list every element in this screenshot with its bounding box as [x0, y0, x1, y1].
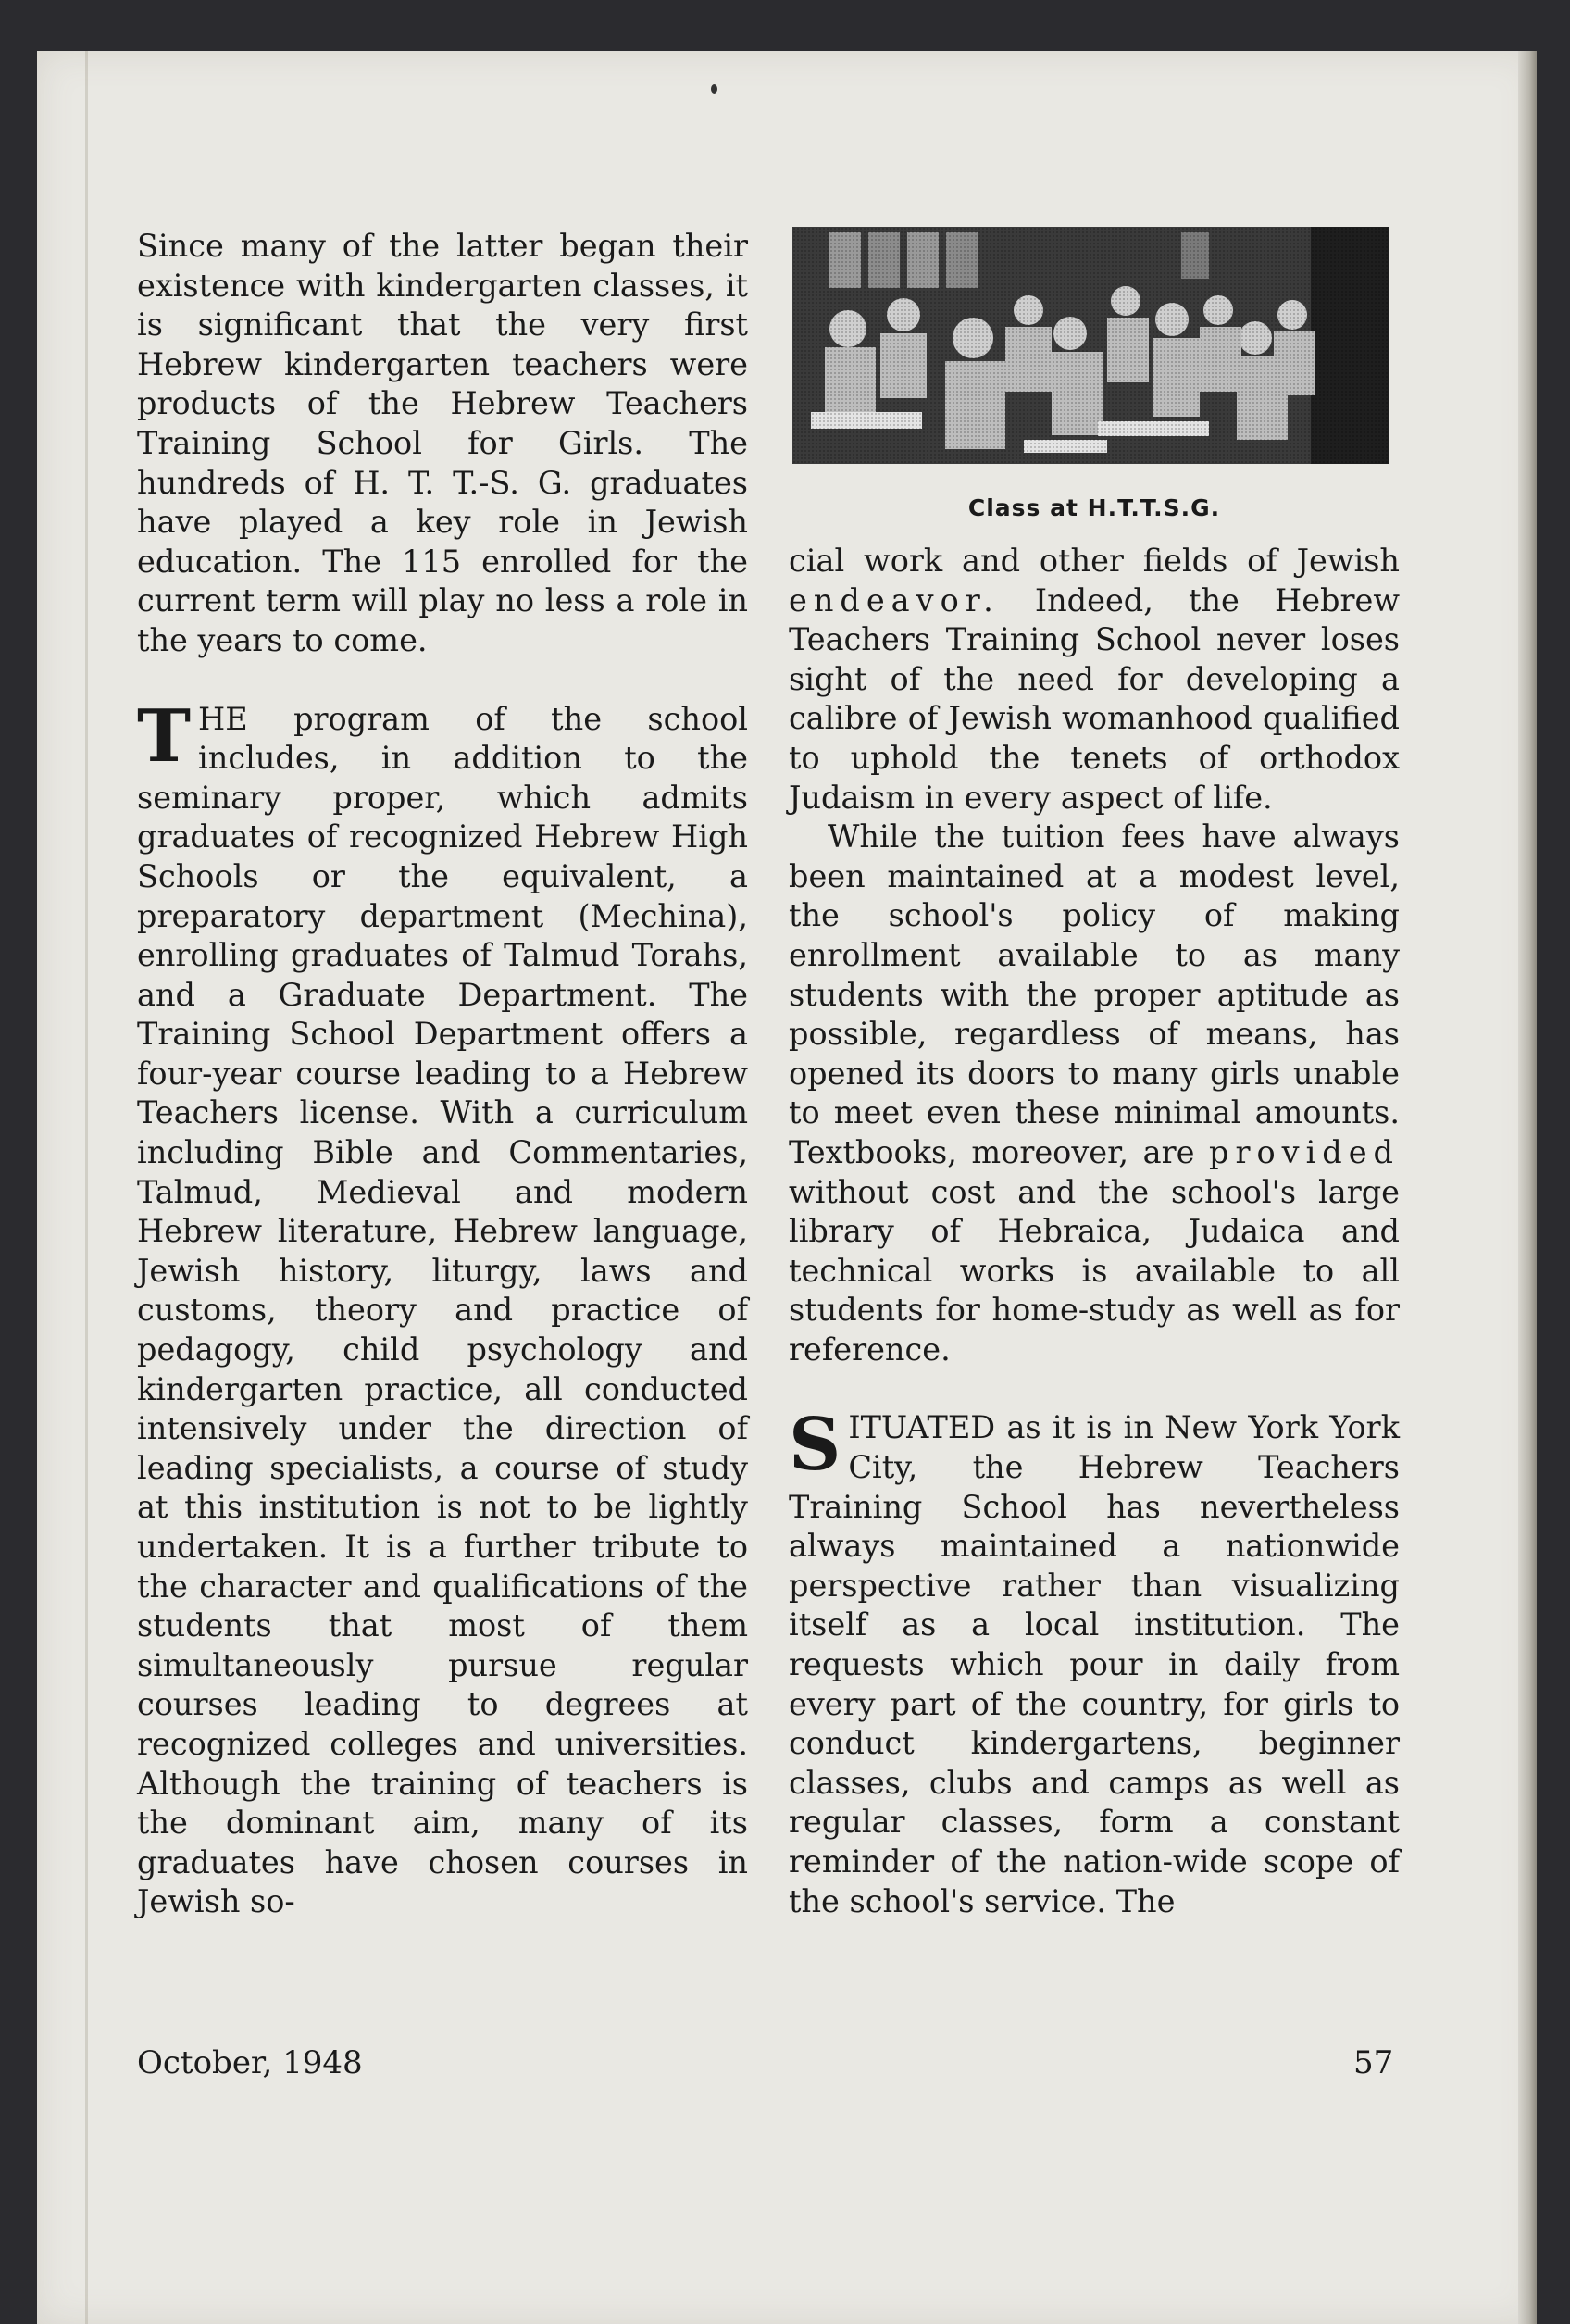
spaced-word-provided: provided [1209, 1133, 1400, 1170]
spaced-word-endeavor: endeavor. [789, 581, 1000, 618]
right-paragraph-3 [789, 1403, 1400, 1921]
right-paragraph-2-end: without cost and the school's large library of Hebraica, Judaica and technical works is available to all students for home-study as well as for reference. [789, 1173, 1400, 1368]
left-paragraph-2 [137, 693, 748, 1922]
right-paragraph-1-start: cial work and other fields of Jewish [789, 543, 1400, 579]
page-edge [1518, 51, 1537, 2324]
class-photo [792, 227, 1389, 464]
right-paragraph-2 [789, 818, 1400, 1369]
right-column [789, 227, 1400, 1921]
right-paragraph-3-text: ITUATED as it is in New York York City, the Hebrew Teachers Training School has nevertheless always maintained a nationwide perspective rather than visualizing itself as a local institution. The requests which pour in daily from every part of the country, for girls to conduct kindergartens, beginner classes, clubs and camps as well as regular classes, form a constant reminder of the nation-wide scope of the school's service. The [789, 1409, 1400, 1919]
issue-date: October, 1948 [137, 2044, 363, 2081]
right-paragraph-1 [789, 542, 1400, 818]
left-paragraph-1: Since many of the latter began their existence with kindergarten classes, it is significant that the very first Hebrew kindergarten teachers were products of the Hebrew Teachers Training School for Girls. The hundreds of H. T. T.-S. G. graduates have played a key role in Jewish education. The 115 enrolled for the current term will play no less a role in the years to come. [137, 228, 748, 658]
dropcap-t: T [137, 693, 192, 779]
photo-caption: Class at H.T.T.S.G. [967, 494, 1221, 521]
dropcap-s: S [789, 1403, 841, 1488]
class-photo-image [792, 227, 1389, 464]
right-paragraph-2-start: While the tuition fees have always been maintained at a modest level, the school's policy of making enrollment available to as many students with the proper aptitude as possible, regardless of means, has opened its doors to many girls unable to meet even these minimal amounts. Textbooks, moreover, are [789, 818, 1400, 1170]
right-paragraph-1-end: Indeed, the Hebrew Teachers Training School never loses sight of the need for developing a calibre of Jewish womanhood qualified to uphold the tenets of orthodox Judaism in every aspect of life. [789, 581, 1400, 816]
print-mark [711, 84, 717, 94]
left-paragraph-2-text: HE program of the school includes, in addition to the seminary proper, which admits graduates of recognized Hebrew High Schools or the equivalent, a preparatory department (Mechina), enrolling graduates of Talmud Torahs, and a Graduate Department. The Training School Department offers a four-year course leading to a Hebrew Teachers license. With a curriculum including Bible and Commentaries, Talmud, Medieval and modern Hebrew literature, Hebrew language, Jewish history, liturgy, laws and customs, theory and practice of pedagogy, child psychology and kindergarten practice, all conducted intensively under the direction of leading specialists, a course of study at this institution is not to be lightly undertaken. It is a further tribute to the character and qualifications of the students that most of them simultaneously pursue regular courses leading to degrees at recognized colleges and universities. Although the training of teachers is the dominant aim, many of its graduates have chosen courses in Jewish so- [137, 700, 748, 1920]
binding-fold [85, 51, 88, 2324]
left-column [137, 227, 748, 1922]
page-number: 57 [1353, 2044, 1394, 2081]
